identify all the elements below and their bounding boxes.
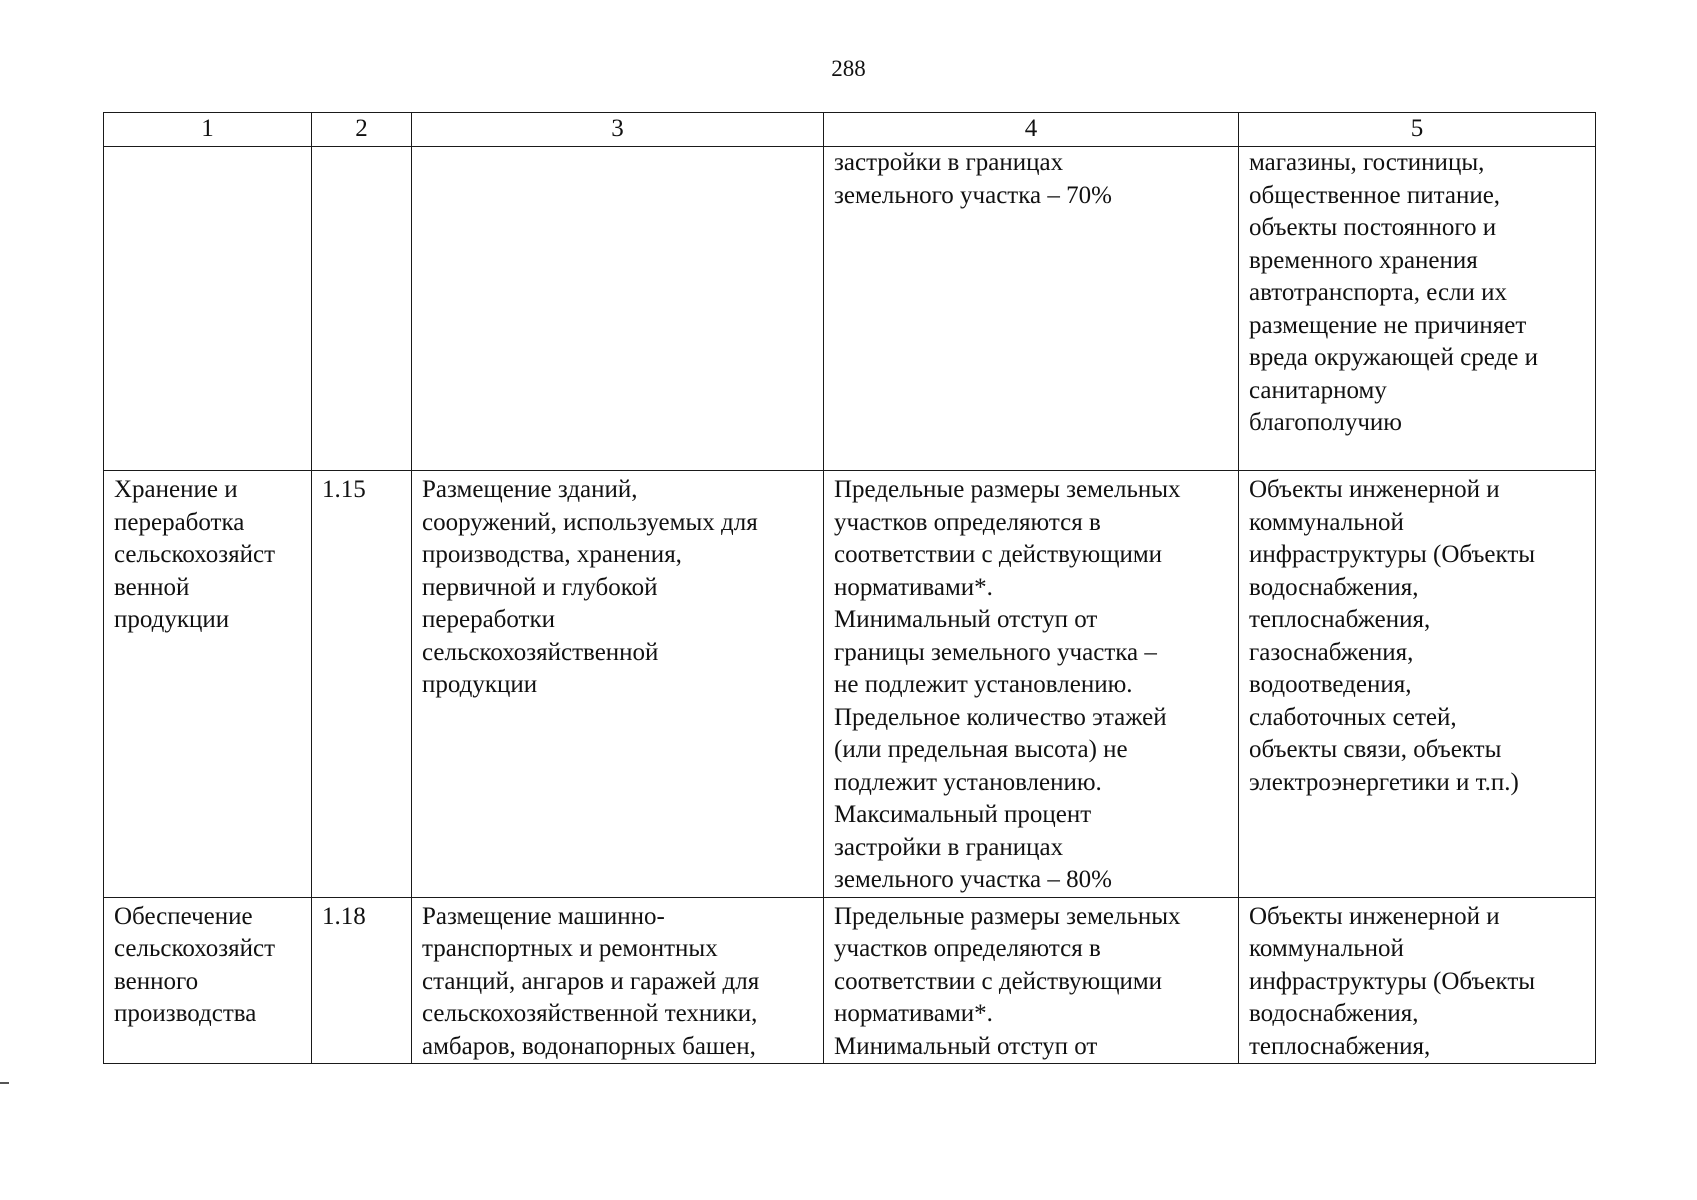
- description-cell: [412, 147, 824, 471]
- parameters-text: Предельные размеры земельных участков определяются в соответствии с действующими нормативами*. Минимальный отступ от: [834, 902, 1181, 1060]
- code-cell: [312, 147, 412, 471]
- use-type-text: Обеспечение сельскохозяйст венного производства: [114, 902, 276, 1027]
- code-text: 1.15: [322, 476, 366, 503]
- table-row: [104, 471, 1596, 898]
- code-text: 1.18: [322, 902, 366, 930]
- column-header: 1: [104, 113, 312, 147]
- description-cell: [412, 897, 824, 1064]
- description-text: Размещение машинно- транспортных и ремонтных станций, ангаров и гаражей для сельскохозяйственной техники, амбаров, водонапорных башен,: [422, 902, 760, 1060]
- column-header: 4: [824, 113, 1239, 147]
- parameters-text: застройки в границах земельного участка – 70%: [834, 149, 1112, 209]
- auxiliary-uses-cell: [1239, 471, 1596, 898]
- description-cell: [412, 471, 824, 898]
- code-cell: [312, 471, 412, 898]
- column-header: 5: [1239, 113, 1596, 147]
- code-cell: [312, 897, 412, 1064]
- use-type-cell: [104, 897, 312, 1064]
- auxiliary-uses-cell: [1239, 147, 1596, 471]
- table-header-row: [104, 113, 1596, 147]
- auxiliary-uses-text: магазины, гостиницы, общественное питание, объекты постоянного и временного хранения автотранспорта, если их размещение не причиняет вреда окружающей среде и санитарному благополучию: [1249, 149, 1538, 436]
- parameters-text: Предельные размеры земельных участков определяются в соответствии с действующими нормативами*. Минимальный отступ от границы земельного участка – не подлежит установлению. Предельное количество этажей (или предельная высота) не подлежит установлению. Максимальный процент застройки в границах земельного участка – 80%: [834, 476, 1181, 893]
- auxiliary-uses-cell: [1239, 897, 1596, 1064]
- parameters-cell: [824, 897, 1239, 1064]
- parameters-cell: [824, 147, 1239, 471]
- page-number: 288: [831, 56, 866, 81]
- auxiliary-uses-text: Объекты инженерной и коммунальной инфраструктуры (Объекты водоснабжения, теплоснабжения, газоснабжения, водоотведения, слаботочных сетей, объекты связи, объекты электроэнергетики и т.п.): [1249, 476, 1536, 796]
- regulations-table: [103, 112, 1596, 1064]
- auxiliary-uses-text: Объекты инженерной и коммунальной инфраструктуры (Объекты водоснабжения, теплоснабжения,: [1249, 902, 1536, 1060]
- use-type-cell: [104, 471, 312, 898]
- use-type-cell: [104, 147, 312, 471]
- scan-edge-mark: [0, 1082, 9, 1084]
- column-header: 2: [312, 113, 412, 147]
- table-row: [104, 147, 1596, 471]
- column-header: 3: [412, 113, 824, 147]
- description-text: Размещение зданий, сооружений, используемых для производства, хранения, первичной и глубокой переработки сельскохозяйственной продукции: [422, 476, 758, 698]
- parameters-cell: [824, 471, 1239, 898]
- use-type-text: Хранение и переработка сельскохозяйст венной продукции: [114, 476, 276, 633]
- table-row: [104, 897, 1596, 1064]
